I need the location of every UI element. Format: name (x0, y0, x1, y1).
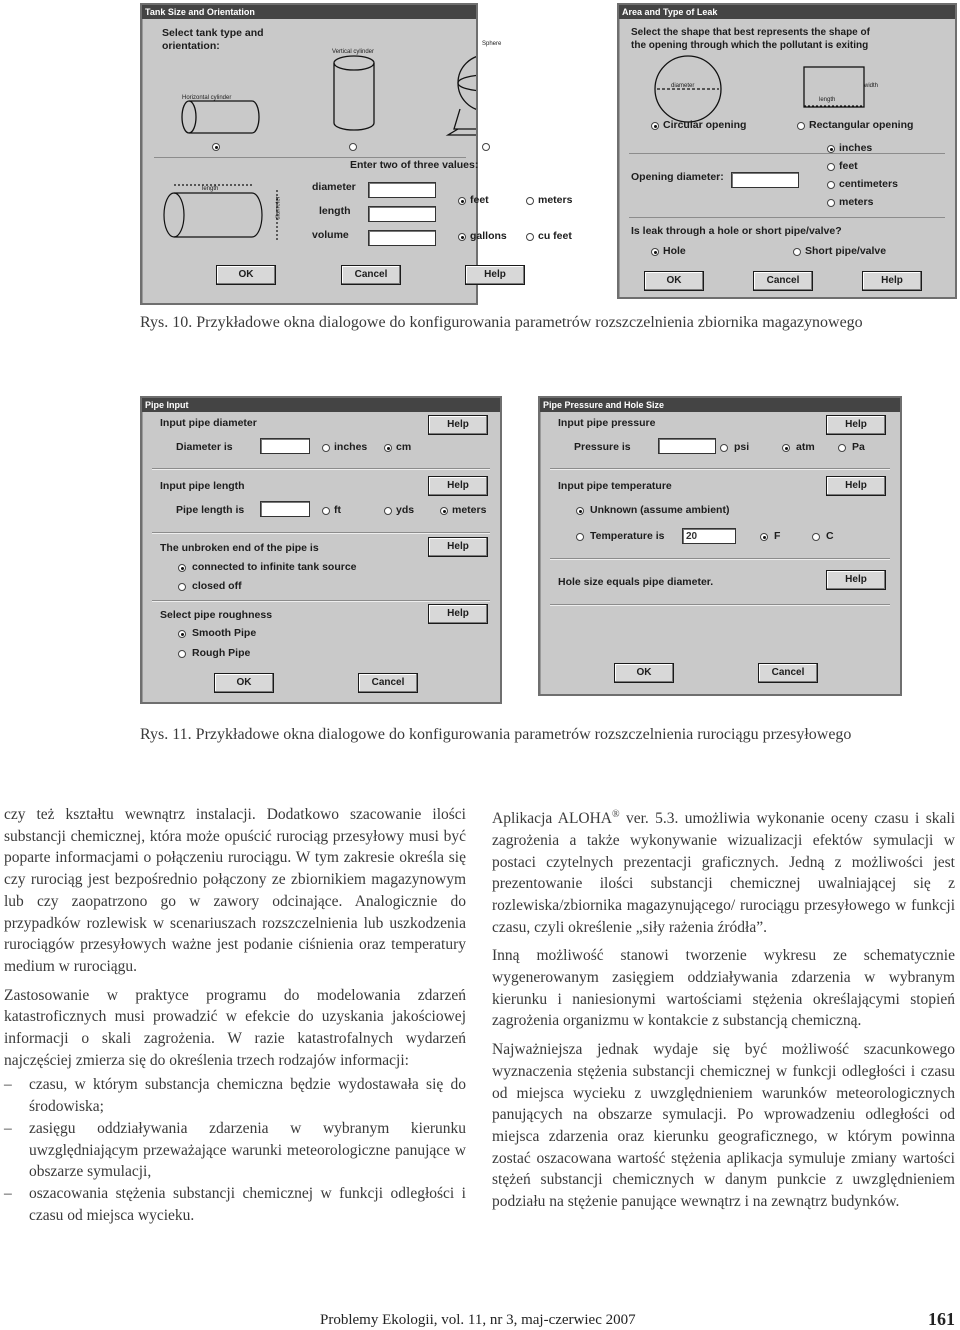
pipe-pressure-dialog (538, 396, 902, 696)
volume-label: volume (312, 229, 349, 241)
unknown-temp-radio[interactable] (576, 507, 584, 515)
vertical-cylinder-label: Vertical cylinder (332, 49, 375, 55)
separator (550, 604, 890, 606)
dialog-title: Tank Size and Orientation (142, 5, 476, 19)
yds-radio[interactable] (384, 507, 392, 515)
rough-pipe-radio[interactable] (178, 650, 186, 658)
pipe-ok-button[interactable]: OK (214, 673, 274, 693)
feet-label: feet (839, 160, 858, 172)
tank-illustrations (142, 5, 479, 303)
unknown-temp-label: Unknown (assume ambient) (590, 504, 730, 516)
registered-mark: ® (612, 809, 620, 820)
left-paragraph-1: czy też kształtu wewnątrz instalacji. Dodatkowo szacowanie ilości substancji chemicznej, która może opuścić rurociąg przesyłowy musi być poparte informacjami o połączeniu rurociągu. W tym zakresie określa się czy rurociąg jest bezpośrednio połączony ze zbiornikiem magazynowym lub czy zaopatrzono go w zawory odcinające. Analogicznie do przypadków rozlewisk w scenariuszach rozszczelnienia lub uszkodzenia rurociągów przesyłowych ważne jest podanie ciśnienia oraz temperatury medium w rurociągu. (4, 806, 466, 975)
pipe-roughness-help-button[interactable]: Help (428, 604, 488, 624)
leak-ok-button[interactable]: OK (644, 271, 704, 291)
pressure-help-button[interactable]: Help (826, 415, 886, 435)
horizontal-cylinder-radio[interactable] (212, 143, 220, 151)
pipe-cancel-button[interactable]: Cancel (358, 673, 418, 693)
smooth-pipe-label: Smooth Pipe (192, 627, 257, 639)
sphere-label: Sphere (482, 41, 502, 47)
meters-label: meters (839, 196, 874, 208)
tank-prompt-line1: Select tank type and (162, 27, 264, 39)
pipe-length-input[interactable] (260, 501, 310, 517)
meters-label: meters (452, 504, 487, 516)
celsius-radio[interactable] (812, 533, 820, 541)
cu-feet-radio[interactable] (526, 233, 534, 241)
inches-radio[interactable] (322, 444, 330, 452)
pipe-diameter-help-button[interactable]: Help (428, 415, 488, 435)
aloha-name: Aplikacja ALOHA (492, 810, 612, 828)
tank-ok-button[interactable]: OK (216, 265, 276, 285)
list-item: – zasięgu oddziaływania zdarzenia w wybranym kierunku uwzględniającym przeważające warunki meteorologiczne panujące w obszarze symulacji, (4, 1118, 466, 1183)
input-length-label: Input pipe length (160, 480, 245, 492)
feet-radio[interactable] (827, 163, 835, 171)
pipe-length-help-button[interactable]: Help (428, 476, 488, 496)
right-paragraph-1 (492, 804, 955, 938)
feet-label: feet (470, 194, 489, 206)
pressure-input[interactable] (658, 438, 716, 454)
fahrenheit-radio[interactable] (760, 533, 768, 541)
list-item: – oszacowania stężenia substancji chemicznej w funkcji odległości i czasu od miejsca wycieku. (4, 1183, 466, 1226)
vertical-cylinder-icon (334, 56, 374, 130)
centimeters-label: centimeters (839, 178, 898, 190)
horizontal-cylinder-label: Horizontal cylinder (182, 95, 232, 101)
length-input[interactable] (368, 206, 436, 222)
short-pipe-label: Short pipe/valve (805, 245, 887, 257)
atm-label: atm (796, 441, 815, 453)
short-pipe-radio[interactable] (793, 248, 801, 256)
volume-input[interactable] (368, 230, 436, 246)
meters-label: meters (538, 194, 573, 206)
dialog-title: Pipe Input (142, 398, 500, 412)
opening-diameter-label: Opening diameter: (631, 171, 724, 183)
left-paragraph-2: Zastosowanie w praktyce programu do modelowania zdarzeń katastroficznych musi prowadzić w efekcie do uzyskania jakościowej informacji o skali zagrożenia. W razie katastrofalnych wydarzeń najczęściej zmierza się do określenia trzech rodzajów informacji: (4, 986, 466, 1069)
hole-size-label: Hole size equals pipe diameter. (558, 576, 714, 588)
leak-dialog (617, 3, 957, 299)
separator (152, 468, 490, 470)
horizontal-cylinder-icon (182, 101, 259, 133)
atm-radio[interactable] (782, 444, 790, 452)
leak-cancel-button[interactable]: Cancel (753, 271, 813, 291)
leak-question: Is leak through a hole or short pipe/valve? (631, 225, 842, 237)
pa-label: Pa (852, 441, 865, 453)
tank-cancel-button[interactable]: Cancel (341, 265, 401, 285)
separator (550, 558, 890, 560)
temperature-is-label: Temperature is (590, 530, 665, 542)
leak-prompt-line2: the opening through which the pollutant is exiting (631, 40, 869, 51)
hole-size-help-button[interactable]: Help (826, 570, 886, 590)
meters-radio[interactable] (827, 199, 835, 207)
psi-radio[interactable] (720, 444, 728, 452)
pressure-ok-button[interactable]: OK (614, 663, 674, 683)
temperature-help-button[interactable]: Help (826, 476, 886, 496)
diameter-tag: diameter (275, 196, 282, 220)
roughness-label: Select pipe roughness (160, 609, 273, 621)
right-paragraph-3: Najważniejsza jednak wydaje się być możliwość szacunkowego wyznaczenia stężenia substancji chemicznej w funkcji odległości i czasu od miejsca wycieku z uwzględnieniem warunków meteorologicznych panujących na obszarze symulacji. Po wprowadzeniu odległości od miejsca zdarzenia oraz kierunku geograficznego, w którym powinna zostać oszacowana wartość stężenia aplikacja symuluje zmiany wartości stężeń substancji chemicznych w danym punkcie z uwzględnieniem podziału na stężenie panujące wewnątrz i na zewnątrz budynków. (492, 1041, 955, 1211)
separator (152, 600, 490, 602)
pressure-is-label: Pressure is (574, 441, 631, 453)
information-list (4, 1074, 466, 1226)
rectangular-opening-label: Rectangular opening (809, 119, 914, 131)
left-column (4, 804, 466, 1226)
length-tag: length (819, 97, 836, 103)
diameter-label: diameter (312, 181, 356, 193)
dialog-title: Area and Type of Leak (619, 5, 955, 19)
circular-opening-label: Circular opening (663, 119, 747, 131)
input-temp-label: Input pipe temperature (558, 480, 672, 492)
feet-radio[interactable] (458, 197, 466, 205)
separator (550, 468, 890, 470)
cu-feet-label: cu feet (538, 230, 572, 242)
circular-opening-icon (655, 56, 721, 122)
closed-off-radio[interactable] (178, 583, 186, 591)
ft-radio[interactable] (322, 507, 330, 515)
fahrenheit-label: F (774, 530, 781, 542)
dimension-cylinder-icon (164, 185, 277, 240)
length-is-label: Pipe length is (176, 504, 245, 516)
cm-label: cm (396, 441, 412, 453)
dialog-title: Pipe Pressure and Hole Size (540, 398, 900, 412)
figure-11-caption: Rys. 11. Przykładowe okna dialogowe do konfigurowania parametrów rozszczelnienia rurociągu przesyłowego (140, 726, 852, 743)
length-label: length (319, 205, 351, 217)
smooth-pipe-radio[interactable] (178, 630, 186, 638)
rough-pipe-label: Rough Pipe (192, 647, 251, 659)
input-pressure-label: Input pipe pressure (558, 417, 656, 429)
pa-radio[interactable] (838, 444, 846, 452)
enter-values-label: Enter two of three values: (350, 159, 479, 171)
gallons-radio[interactable] (458, 233, 466, 241)
leak-prompt-line1: Select the shape that best represents the shape of (631, 27, 870, 38)
right-paragraph-2: Inną możliwość stanowi tworzenie wykresu ze schematycznie wygenerowanym zasięgiem oddziaływania zdarzenia w wybranym kierunku i naniesionymi wartościami stężenia określającymi stopień zagrożenia organizmu w kontakcie z substancją chemiczną. (492, 947, 955, 1030)
gallons-label: gallons (470, 230, 507, 242)
temperature-radio[interactable] (576, 533, 584, 541)
pressure-cancel-button[interactable]: Cancel (758, 663, 818, 683)
journal-footer: Problemy Ekologii, vol. 11, nr 3, maj-czerwiec 2007 (320, 1312, 636, 1328)
meters-radio[interactable] (440, 507, 448, 515)
centimeters-radio[interactable] (827, 181, 835, 189)
width-tag: width (864, 83, 879, 89)
pipe-end-help-button[interactable]: Help (428, 537, 488, 557)
celsius-label: C (826, 530, 834, 542)
inches-label: inches (334, 441, 368, 453)
hole-label: Hole (663, 245, 686, 257)
rectangular-opening-radio[interactable] (797, 122, 805, 130)
vertical-cylinder-radio[interactable] (349, 143, 357, 151)
circular-opening-radio[interactable] (651, 122, 659, 130)
connected-label: connected to infinite tank source (192, 561, 357, 573)
inches-radio[interactable] (827, 145, 835, 153)
figure-10-caption: Rys. 10. Przykładowe okna dialogowe do konfigurowania parametrów rozszczelnienia zbiornika magazynowego (140, 314, 863, 331)
pipe-diameter-input[interactable] (260, 438, 310, 454)
hole-radio[interactable] (651, 248, 659, 256)
tank-prompt-line2: orientation: (162, 40, 220, 52)
page-number: 161 (928, 1309, 955, 1329)
cm-radio[interactable] (384, 444, 392, 452)
ft-label: ft (334, 504, 341, 516)
meters-radio[interactable] (526, 197, 534, 205)
unbroken-end-label: The unbroken end of the pipe is (160, 542, 319, 554)
sphere-icon (448, 55, 476, 135)
psi-label: psi (734, 441, 750, 453)
temperature-input[interactable]: 20 (682, 528, 736, 544)
diameter-input[interactable] (368, 182, 436, 198)
list-item: – czasu, w którym substancja chemiczna będzie wydostawała się do środowiska; (4, 1074, 466, 1117)
sphere-radio[interactable] (482, 143, 490, 151)
right-column (492, 804, 955, 1220)
yds-label: yds (396, 504, 415, 516)
inches-label: inches (839, 142, 873, 154)
diameter-tag: diameter (671, 83, 695, 89)
connected-radio[interactable] (178, 564, 186, 572)
opening-diameter-input[interactable] (731, 172, 799, 188)
right-paragraph-1-text: ver. 5.3. umożliwia wykonanie oceny czasu i skali zagrożenia a także wykonywanie wizualizacji efektów symulacji w postaci czytelnych prezentacji graficznych. Jedną z możliwości jest prezentowanie ilości substancji chemicznej uwalniającej się z rozlewiska/zbiornika magazynującego/ rurociągu przesyłowego w funkcji czasu, czyli określenie „siły rażenia źródła”. (492, 810, 955, 936)
separator (152, 532, 490, 534)
tank-help-button[interactable]: Help (465, 265, 525, 285)
diameter-is-label: Diameter is (176, 441, 233, 453)
leak-help-button[interactable]: Help (862, 271, 922, 291)
length-tag: length (202, 186, 219, 192)
input-diameter-label: Input pipe diameter (160, 417, 257, 429)
closed-off-label: closed off (192, 580, 242, 592)
